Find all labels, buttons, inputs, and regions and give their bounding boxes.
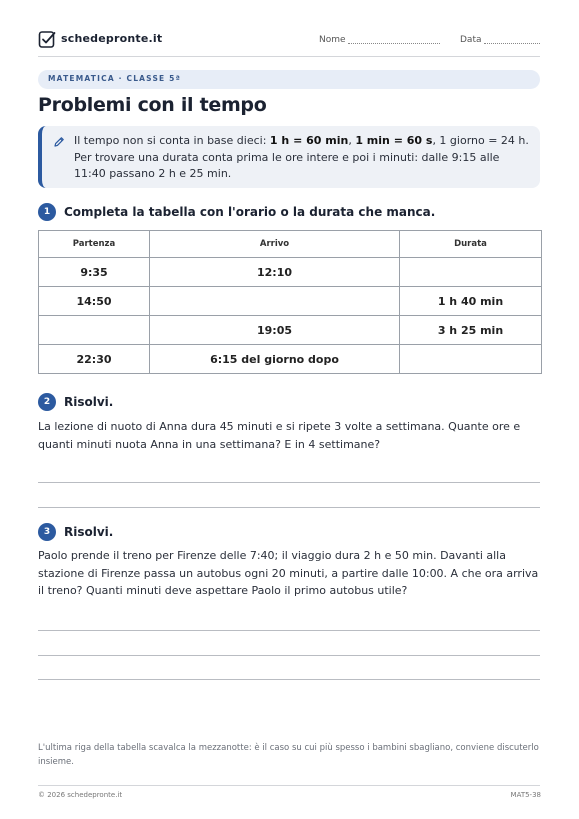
footer-copyright: © 2026 schedepronte.it: [38, 791, 123, 799]
footer-divider: [38, 785, 540, 786]
cell-partenza: 9:35: [39, 258, 150, 287]
table-row: [39, 287, 542, 316]
exercise-3-number: 3: [38, 523, 56, 541]
date-label: Data: [460, 35, 482, 45]
exercise-1-number: 1: [38, 203, 56, 221]
answer-cell-arrivo[interactable]: [150, 287, 400, 316]
cell-partenza: 22:30: [39, 345, 150, 374]
site-name: schedepronte.it: [61, 32, 163, 45]
exercise-3-text: Paolo prende il treno per Firenze delle 7:40; il viaggio dura 2 h e 50 min. Davanti alla stazione di Firenze passa un autobus ogni 20 minuti, a partire dalle 10:00. A che ora arriva il treno? Quanti minuti deve aspettare Paolo il primo autobus utile?: [38, 549, 539, 597]
teacher-note: L'ultima riga della tabella scavalca la mezzanotte: è il caso su cui più spesso i bambini sbagliano, conviene discuterlo insieme.: [38, 743, 539, 767]
info-rule-minute: 1 min = 60 s: [355, 134, 433, 147]
header-divider: [38, 56, 540, 57]
answer-line[interactable]: [38, 655, 540, 656]
info-text-3: , 1 giorno = 24 h. Per trovare una durata conta prima le ore intere e poi i minuti: dalle 9:15 alle 11:40 passano 2 h e 25 min.: [74, 134, 529, 180]
cell-arrivo: 6:15 del giorno dopo: [150, 345, 400, 374]
answer-line[interactable]: [38, 679, 540, 680]
answer-cell-durata[interactable]: [400, 258, 542, 287]
answer-line[interactable]: [38, 482, 540, 483]
exercise-2-number: 2: [38, 393, 56, 411]
table-row: [39, 316, 542, 345]
exercise-1-title: Completa la tabella con l'orario o la durata che manca.: [64, 205, 436, 219]
column-header-durata: Durata: [400, 231, 542, 258]
table-header-row: [39, 231, 542, 258]
exercise-3-title: Risolvi.: [64, 525, 114, 539]
name-field[interactable]: [348, 36, 440, 44]
exercise-2-title: Risolvi.: [64, 395, 114, 409]
cell-arrivo: 19:05: [150, 316, 400, 345]
checklist-logo-icon: [38, 30, 56, 48]
date-field[interactable]: [484, 36, 540, 44]
table-row: [39, 345, 542, 374]
subject-label: MATEMATICA · CLASSE 5ª: [48, 74, 182, 83]
info-text-1: Il tempo non si conta in base dieci:: [74, 134, 270, 147]
cell-partenza: 14:50: [39, 287, 150, 316]
cell-arrivo: 12:10: [150, 258, 400, 287]
info-rule-hour: 1 h = 60 min: [269, 134, 349, 147]
column-header-arrivo: Arrivo: [150, 231, 400, 258]
info-text-2: ,: [348, 134, 356, 147]
cell-durata: 3 h 25 min: [400, 316, 542, 345]
cell-durata: 1 h 40 min: [400, 287, 542, 316]
info-text: [74, 133, 529, 183]
answer-cell-partenza[interactable]: [39, 316, 150, 345]
page-title: Problemi con il tempo: [38, 94, 267, 116]
answer-cell-durata[interactable]: [400, 345, 542, 374]
answer-line[interactable]: [38, 630, 540, 631]
footer-code: MAT5-38: [510, 791, 541, 799]
answer-line[interactable]: [38, 507, 540, 508]
table-row: [39, 258, 542, 287]
name-label: Nome: [319, 35, 346, 45]
time-table: [38, 230, 542, 374]
pencil-icon: [53, 136, 65, 148]
column-header-partenza: Partenza: [39, 231, 150, 258]
exercise-2-text: La lezione di nuoto di Anna dura 45 minuti e si ripete 3 volte a settimana. Quante ore e quanti minuti nuota Anna in una settimana? E in 4 settimane?: [38, 420, 521, 451]
